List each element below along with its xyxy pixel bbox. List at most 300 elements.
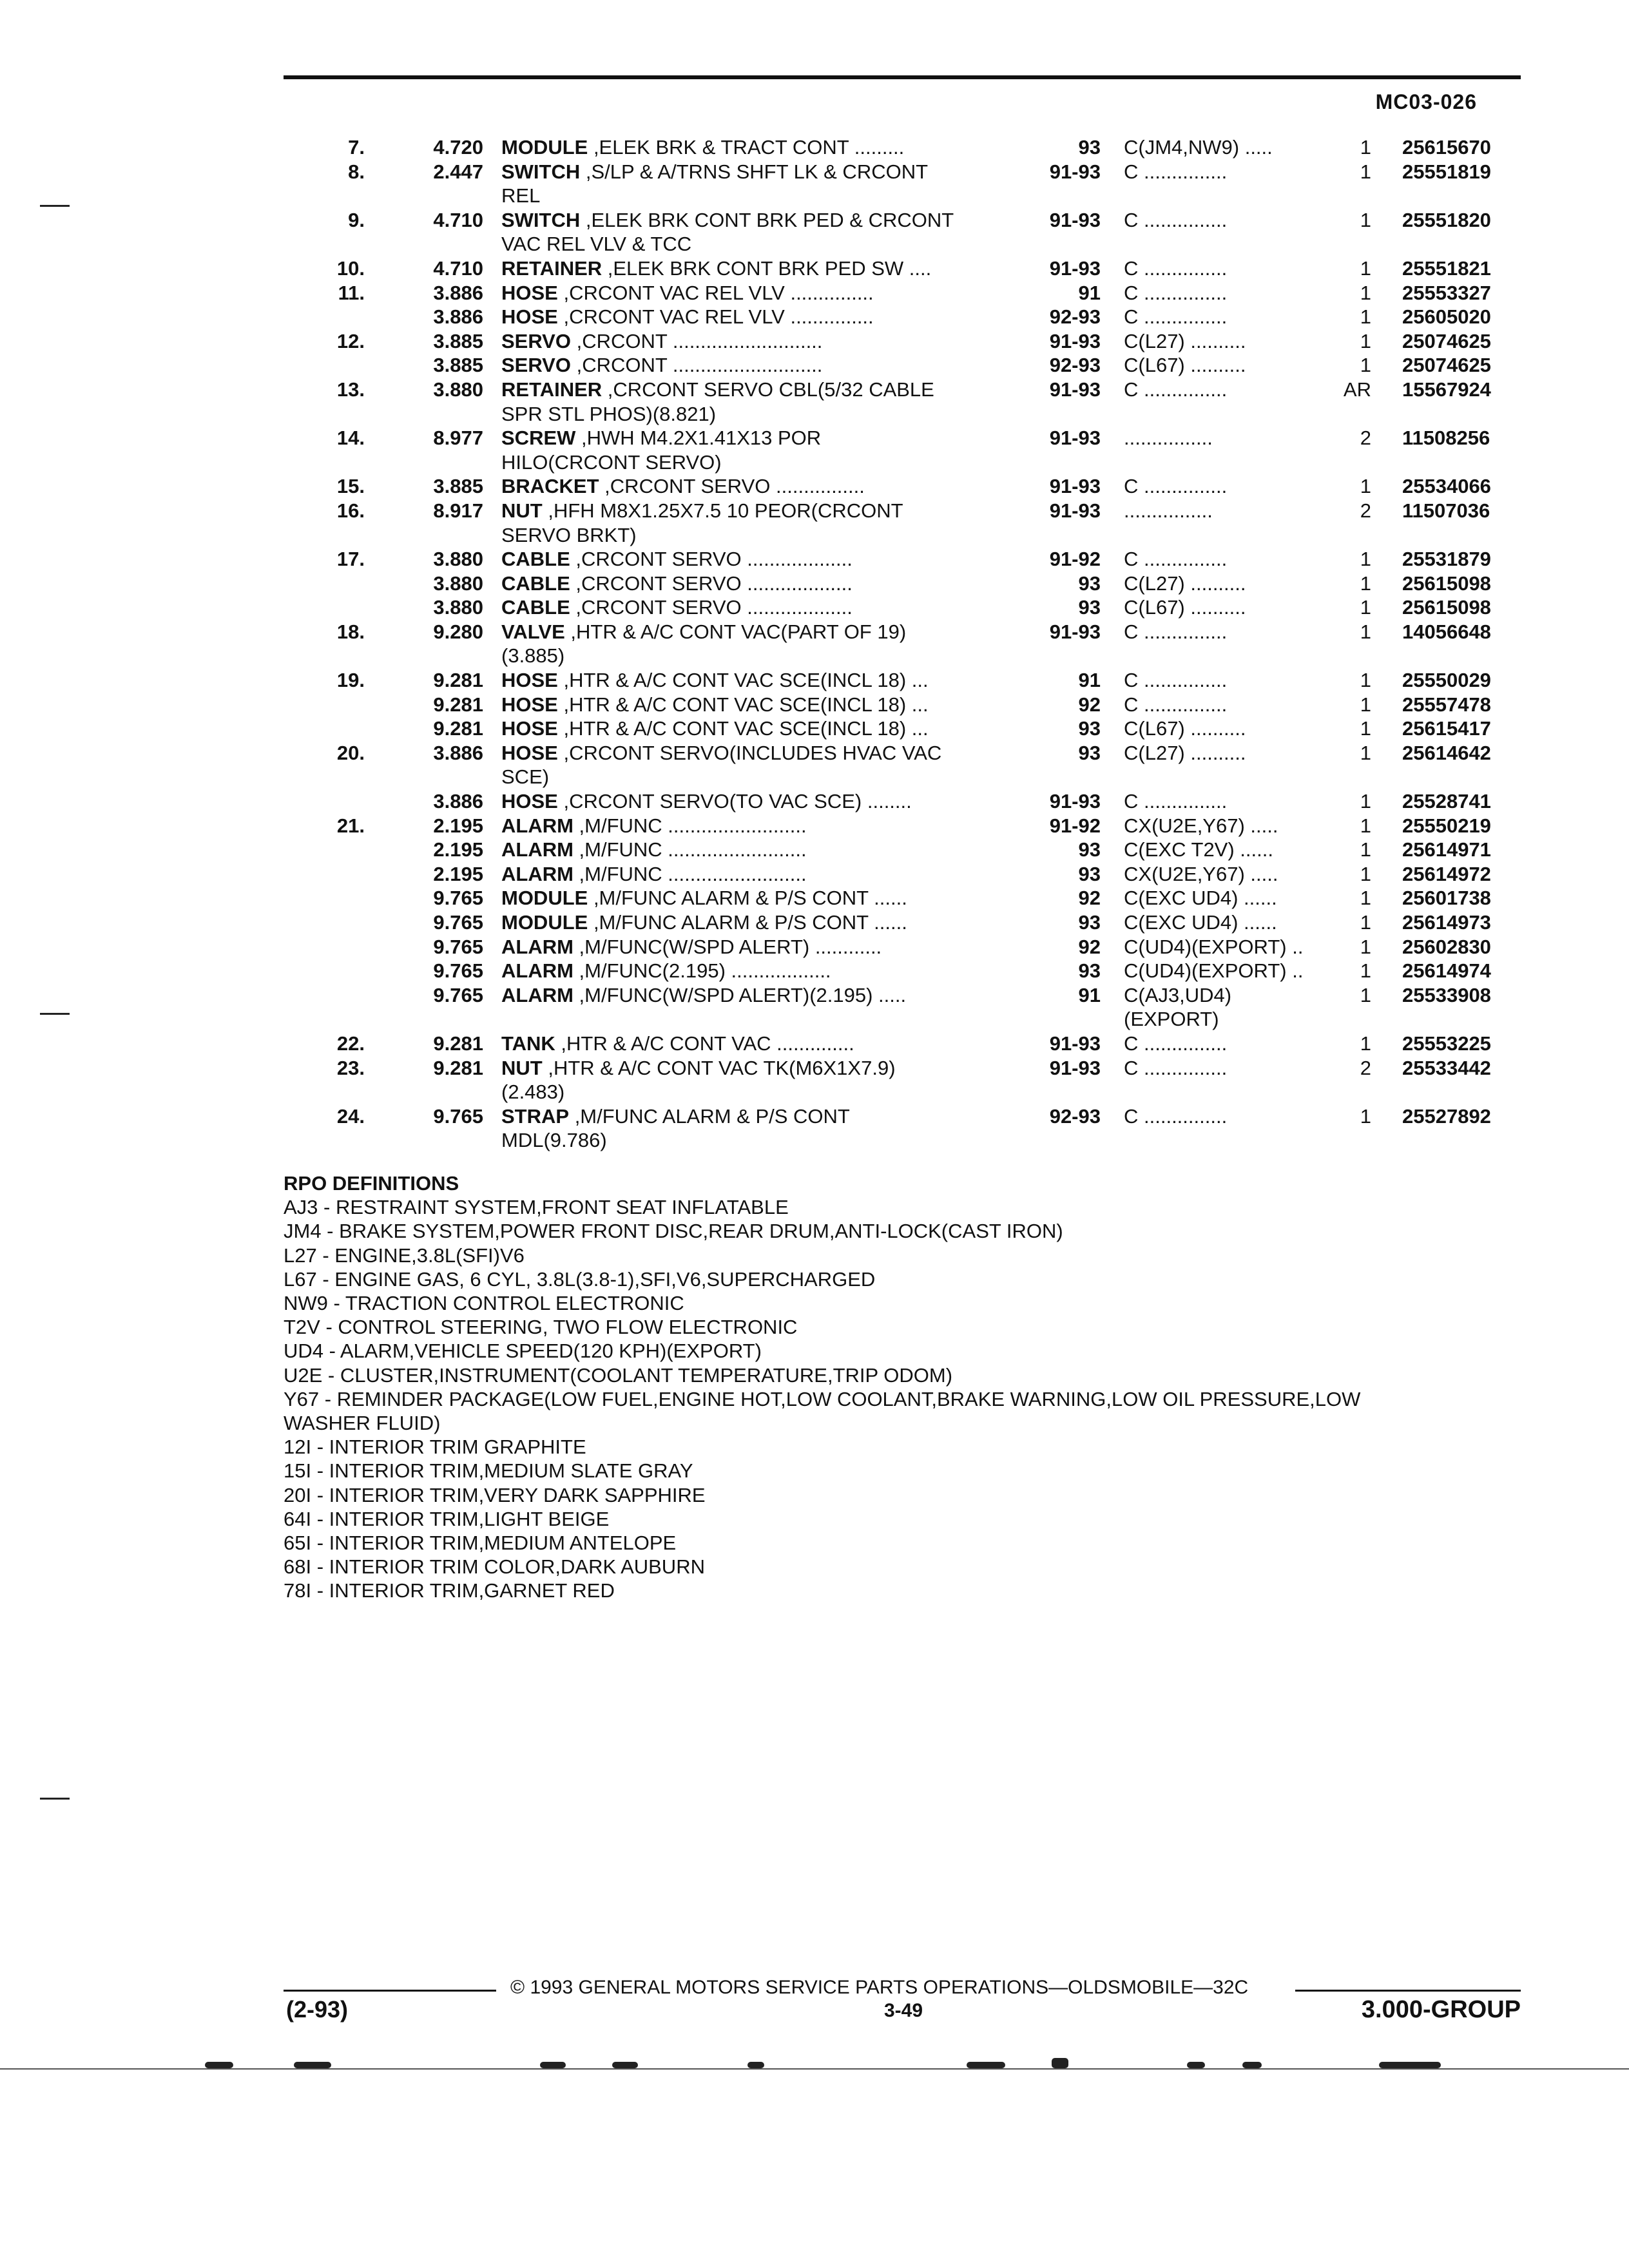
group-number-cell: 9.281 [433, 1032, 483, 1055]
model-years: 93 [1078, 596, 1101, 619]
part-name: HOSE [501, 741, 558, 764]
rpo-definition: UD4 - ALARM,VEHICLE SPEED(120 KPH)(EXPORT) [284, 1340, 762, 1363]
model-years: 93 [1078, 862, 1101, 885]
usage-note: ................ [1124, 427, 1213, 450]
table-row [0, 693, 1629, 717]
quantity: 1 [1360, 1104, 1371, 1128]
model-years: 91-93 [1049, 475, 1101, 498]
usage-note: C(L67) .......... [1124, 354, 1246, 377]
item-number: 11. [338, 281, 365, 304]
quantity: 1 [1360, 548, 1371, 571]
quantity: 1 [1360, 208, 1371, 231]
rpo-title: RPO DEFINITIONS [284, 1172, 459, 1195]
part-detail: ,HTR & A/C CONT VAC SCE(INCL 18) ... [557, 669, 929, 692]
usage-note: C(L27) .......... [1124, 329, 1246, 352]
part-number: 25533442 [1402, 1056, 1491, 1079]
item-number: 10. [336, 256, 365, 280]
part-detail: ,HTR & A/C CONT VAC SCE(INCL 18) ... [557, 693, 929, 716]
part-detail: ,CRCONT SERVO ................... [570, 572, 853, 595]
model-years: 92 [1078, 935, 1101, 958]
table-row [0, 910, 1629, 935]
group-number-cell: 3.880 [433, 572, 483, 595]
rpo-definition: NW9 - TRACTION CONTROL ELECTRONIC [284, 1292, 684, 1315]
rpo-definition: Y67 - REMINDER PACKAGE(LOW FUEL,ENGINE HOT,LOW COOLANT,BRAKE WARNING,LOW OIL PRESSURE,LOW [284, 1387, 1361, 1410]
part-description [501, 862, 1023, 887]
table-row [0, 838, 1629, 862]
model-years: 93 [1078, 741, 1101, 764]
part-description [501, 184, 1023, 208]
table-row [0, 184, 1629, 208]
part-description [501, 693, 1023, 717]
margin-mark [40, 1013, 70, 1015]
part-detail: ,M/FUNC ......................... [573, 814, 807, 837]
part-name: STRAP [501, 1104, 570, 1128]
usage-note: C ............... [1124, 1104, 1228, 1128]
part-description [501, 983, 1023, 1008]
quantity: 1 [1360, 620, 1371, 643]
model-years: 93 [1078, 136, 1101, 159]
quantity: 1 [1360, 959, 1371, 983]
usage-note: (EXPORT) [1124, 1008, 1219, 1031]
part-description [501, 378, 1023, 402]
quantity: 1 [1360, 305, 1371, 329]
quantity: 1 [1360, 256, 1371, 280]
table-row [0, 135, 1629, 160]
model-years: 91-93 [1049, 499, 1101, 522]
table-row [0, 741, 1629, 765]
part-description [501, 232, 1023, 256]
rpo-definition: AJ3 - RESTRAINT SYSTEM,FRONT SEAT INFLATABLE [284, 1196, 789, 1219]
part-detail: ,M/FUNC(W/SPD ALERT) ............ [573, 935, 882, 958]
group-number-cell: 3.885 [433, 475, 483, 498]
model-years: 92-93 [1049, 305, 1101, 329]
usage-note: C(EXC T2V) ...... [1124, 838, 1273, 861]
scan-artifact [967, 2062, 1005, 2068]
part-description [501, 572, 1023, 596]
part-description [501, 886, 1023, 910]
model-years: 93 [1078, 911, 1101, 934]
group-number-cell: 4.710 [433, 256, 483, 280]
table-row [0, 644, 1629, 668]
rpo-definition: 65I - INTERIOR TRIM,MEDIUM ANTELOPE [284, 1532, 677, 1555]
table-row [0, 256, 1629, 281]
quantity: 1 [1360, 911, 1371, 934]
item-number: 19. [336, 669, 365, 692]
part-name: HOSE [501, 790, 558, 813]
table-row [0, 378, 1629, 402]
quantity: 1 [1360, 741, 1371, 764]
table-row [0, 789, 1629, 814]
group-number-cell: 3.880 [433, 596, 483, 619]
usage-note: C(L27) .......... [1124, 572, 1246, 595]
part-description [501, 547, 1023, 572]
model-years: 91-93 [1049, 378, 1101, 401]
part-detail: ,ELEK BRK CONT BRK PED & CRCONT [580, 208, 954, 231]
usage-note: C ............... [1124, 475, 1228, 498]
usage-note: ................ [1124, 499, 1213, 522]
group-number-cell: 9.765 [433, 887, 483, 910]
group-number-cell: 3.880 [433, 548, 483, 571]
part-detail: ,CRCONT SERVO(INCLUDES HVAC VAC [557, 741, 942, 764]
table-row [0, 1080, 1629, 1104]
model-years: 91-93 [1049, 790, 1101, 813]
part-description [501, 1104, 1023, 1129]
part-name: NUT [501, 499, 543, 522]
table-row [0, 959, 1629, 983]
item-number: 7. [348, 136, 365, 159]
table-row [0, 814, 1629, 838]
group-number-cell: 2.195 [433, 814, 483, 837]
part-name: ALARM [501, 838, 574, 861]
model-years: 91-92 [1049, 814, 1101, 837]
quantity: 1 [1360, 354, 1371, 377]
part-description [501, 789, 1023, 814]
part-detail: ,HFH M8X1.25X7.5 10 PEOR(CRCONT [542, 499, 903, 522]
part-description [501, 499, 1023, 523]
part-detail: VAC REL VLV & TCC [501, 233, 692, 256]
model-years: 91-92 [1049, 548, 1101, 571]
part-detail: REL [501, 184, 541, 207]
part-name: MODULE [501, 911, 588, 934]
table-row [0, 765, 1629, 789]
part-detail: ,S/LP & A/TRNS SHFT LK & CRCONT [580, 160, 929, 183]
quantity: 2 [1360, 499, 1371, 522]
part-name: HOSE [501, 717, 558, 740]
parts-table [0, 135, 1629, 1153]
quantity: 1 [1360, 887, 1371, 910]
part-number: 25614642 [1402, 741, 1491, 764]
part-number: 25614973 [1402, 911, 1491, 934]
margin-mark [40, 1798, 70, 1800]
usage-note: C ............... [1124, 208, 1228, 231]
part-detail: ,HTR & A/C CONT VAC TK(M6X1X7.9) [542, 1056, 896, 1079]
usage-note: C ............... [1124, 548, 1228, 571]
part-detail: ,M/FUNC ALARM & P/S CONT ...... [588, 911, 907, 934]
item-number: 15. [336, 475, 365, 498]
usage-note: CX(U2E,Y67) ..... [1124, 814, 1278, 837]
part-description [501, 838, 1023, 862]
part-name: VALVE [501, 620, 565, 643]
model-years: 92-93 [1049, 354, 1101, 377]
part-detail: ,M/FUNC(W/SPD ALERT)(2.195) ..... [573, 983, 907, 1006]
table-row [0, 983, 1629, 1008]
part-detail: SCE) [501, 765, 550, 789]
part-description [501, 1032, 1023, 1056]
table-row [0, 160, 1629, 184]
quantity: 1 [1360, 475, 1371, 498]
margin-mark [40, 205, 70, 207]
part-name: CABLE [501, 596, 570, 619]
part-description [501, 135, 1023, 160]
rpo-definition: U2E - CLUSTER,INSTRUMENT(COOLANT TEMPERATURE,TRIP ODOM) [284, 1363, 953, 1387]
part-detail: ,M/FUNC ALARM & P/S CONT [569, 1104, 850, 1128]
table-row [0, 499, 1629, 523]
part-detail: SERVO BRKT) [501, 523, 637, 546]
part-number: 25602830 [1402, 935, 1491, 958]
footer-rule-left [284, 1990, 496, 1992]
part-description [501, 668, 1023, 693]
scan-artifact [205, 2062, 233, 2068]
group-number-cell: 9.765 [433, 1104, 483, 1128]
part-description [501, 160, 1023, 184]
item-number: 18. [336, 620, 365, 643]
scan-artifact [1242, 2062, 1262, 2068]
rpo-definition: L27 - ENGINE,3.8L(SFI)V6 [284, 1244, 525, 1267]
part-name: HOSE [501, 305, 558, 329]
table-row [0, 935, 1629, 959]
part-detail: ,CRCONT SERVO CBL(5/32 CABLE [602, 378, 934, 401]
table-row [0, 620, 1629, 644]
usage-note: C ............... [1124, 1056, 1228, 1079]
item-number: 21. [336, 814, 365, 837]
top-rule [284, 75, 1521, 79]
item-number: 14. [336, 427, 365, 450]
part-name: ALARM [501, 814, 574, 837]
group-number-cell: 9.281 [433, 669, 483, 692]
scan-edge-line [0, 2068, 1629, 2070]
part-description [501, 208, 1023, 233]
rpo-definition: 64I - INTERIOR TRIM,LIGHT BEIGE [284, 1507, 610, 1530]
usage-note: C ............... [1124, 256, 1228, 280]
usage-note: C(EXC UD4) ...... [1124, 911, 1277, 934]
item-number: 17. [336, 548, 365, 571]
part-description [501, 814, 1023, 838]
part-description [501, 256, 1023, 281]
table-row [0, 474, 1629, 499]
part-number: 25615098 [1402, 596, 1491, 619]
part-detail: (2.483) [501, 1081, 565, 1104]
part-number: 25601738 [1402, 887, 1491, 910]
usage-note: C(L27) .......... [1124, 741, 1246, 764]
part-name: NUT [501, 1056, 543, 1079]
table-row [0, 232, 1629, 256]
part-name: MODULE [501, 136, 588, 159]
quantity: 1 [1360, 790, 1371, 813]
table-row [0, 572, 1629, 596]
quantity: 1 [1360, 717, 1371, 740]
part-detail: ,M/FUNC(2.195) .................. [573, 959, 831, 983]
item-number: 12. [336, 329, 365, 352]
part-name: BRACKET [501, 475, 599, 498]
revision-date: (2-93) [286, 1996, 349, 2023]
table-row [0, 1032, 1629, 1056]
part-number: 25614971 [1402, 838, 1491, 861]
part-detail: ,CRCONT SERVO(TO VAC SCE) ........ [557, 790, 912, 813]
group-number-cell: 2.195 [433, 838, 483, 861]
model-years: 92 [1078, 887, 1101, 910]
part-number: 25553225 [1402, 1032, 1491, 1055]
quantity: 1 [1360, 596, 1371, 619]
quantity: 1 [1360, 572, 1371, 595]
part-description [501, 329, 1023, 354]
part-number: 25074625 [1402, 354, 1491, 377]
scan-artifact [294, 2062, 331, 2068]
table-row [0, 208, 1629, 233]
usage-note: C ............... [1124, 669, 1228, 692]
part-description [501, 716, 1023, 741]
usage-note: C ............... [1124, 790, 1228, 813]
model-years: 91-93 [1049, 256, 1101, 280]
part-name: SCREW [501, 427, 576, 450]
part-name: SWITCH [501, 160, 581, 183]
part-number: 25615417 [1402, 717, 1491, 740]
table-row [0, 305, 1629, 329]
part-detail: (3.885) [501, 644, 565, 668]
usage-note: C(EXC UD4) ...... [1124, 887, 1277, 910]
part-number: 11508256 [1402, 427, 1490, 450]
usage-note: C ............... [1124, 378, 1228, 401]
part-number: 11507036 [1402, 499, 1490, 522]
table-row [0, 329, 1629, 354]
part-name: ALARM [501, 935, 574, 958]
part-name: MODULE [501, 887, 588, 910]
usage-note: C(L67) .......... [1124, 596, 1246, 619]
table-row [0, 523, 1629, 548]
part-description [501, 1056, 1023, 1081]
part-number: 25551819 [1402, 160, 1491, 183]
part-description [501, 741, 1023, 765]
group-number-cell: 4.710 [433, 208, 483, 231]
scan-artifact [747, 2062, 764, 2068]
footer-rule-right [1295, 1990, 1521, 1992]
table-row [0, 281, 1629, 305]
part-description [501, 935, 1023, 959]
part-name: HOSE [501, 281, 558, 304]
part-description [501, 644, 1023, 668]
group-number-cell: 2.447 [433, 160, 483, 183]
model-years: 92-93 [1049, 1104, 1101, 1128]
scan-artifact [1379, 2062, 1441, 2068]
group-number-cell: 8.917 [433, 499, 483, 522]
table-row [0, 1128, 1629, 1153]
part-detail: MDL(9.786) [501, 1129, 607, 1152]
rpo-definition: 15I - INTERIOR TRIM,MEDIUM SLATE GRAY [284, 1459, 693, 1483]
quantity: 1 [1360, 693, 1371, 716]
part-name: ALARM [501, 862, 574, 885]
part-description [501, 523, 1023, 548]
part-detail: HILO(CRCONT SERVO) [501, 450, 722, 474]
part-number: 25534066 [1402, 475, 1491, 498]
part-number: 25550029 [1402, 669, 1491, 692]
part-name: RETAINER [501, 378, 602, 401]
part-name: CABLE [501, 548, 570, 571]
table-row [0, 353, 1629, 378]
part-description [501, 620, 1023, 644]
scan-artifact [1187, 2062, 1205, 2068]
rpo-list [284, 1195, 1521, 1602]
part-description [501, 1128, 1023, 1153]
table-row [0, 668, 1629, 693]
part-number: 25551821 [1402, 256, 1491, 280]
part-description [501, 910, 1023, 935]
group-number-cell: 3.886 [433, 305, 483, 329]
part-name: ALARM [501, 983, 574, 1006]
part-description [501, 281, 1023, 305]
item-number: 20. [336, 741, 365, 764]
quantity: 1 [1360, 1032, 1371, 1055]
item-number: 24. [336, 1104, 365, 1128]
quantity: 1 [1360, 814, 1371, 837]
table-row [0, 1104, 1629, 1129]
part-detail: ,HWH M4.2X1.41X13 POR [575, 427, 822, 450]
page-number: 3-49 [884, 2000, 923, 2021]
usage-note: C(UD4)(EXPORT) .. [1124, 935, 1304, 958]
part-detail: ,CRCONT VAC REL VLV ............... [557, 305, 874, 329]
part-detail: ,M/FUNC ALARM & P/S CONT ...... [588, 887, 907, 910]
usage-note: C(UD4)(EXPORT) .. [1124, 959, 1304, 983]
group-number-cell: 9.765 [433, 959, 483, 983]
model-years: 93 [1078, 572, 1101, 595]
part-number: 25605020 [1402, 305, 1491, 329]
quantity: 1 [1360, 838, 1371, 861]
scan-artifact [540, 2062, 566, 2068]
model-years: 91 [1078, 669, 1101, 692]
group-number-cell: 9.281 [433, 693, 483, 716]
part-number: 25527892 [1402, 1104, 1491, 1128]
item-number: 22. [336, 1032, 365, 1055]
model-years: 92 [1078, 693, 1101, 716]
model-years: 91-93 [1049, 208, 1101, 231]
item-number: 16. [336, 499, 365, 522]
item-number: 9. [348, 208, 365, 231]
item-number: 13. [336, 378, 365, 401]
part-name: ALARM [501, 959, 574, 983]
part-description [501, 402, 1023, 427]
group-number-cell: 3.886 [433, 790, 483, 813]
quantity: 1 [1360, 281, 1371, 304]
model-years: 91-93 [1049, 427, 1101, 450]
model-years: 93 [1078, 838, 1101, 861]
model-years: 91-93 [1049, 620, 1101, 643]
part-number: 25550219 [1402, 814, 1491, 837]
quantity: 1 [1360, 160, 1371, 183]
part-description [501, 1080, 1023, 1104]
part-detail: ,CRCONT ........................... [570, 329, 823, 352]
part-detail: ,M/FUNC ......................... [573, 838, 807, 861]
usage-note: CX(U2E,Y67) ..... [1124, 862, 1278, 885]
part-name: HOSE [501, 693, 558, 716]
part-detail: ,ELEK BRK CONT BRK PED SW .... [602, 256, 932, 280]
usage-note: C ............... [1124, 281, 1228, 304]
part-detail: ,ELEK BRK & TRACT CONT ......... [588, 136, 905, 159]
part-name: TANK [501, 1032, 555, 1055]
group-number-cell: 9.765 [433, 935, 483, 958]
usage-note: C ............... [1124, 160, 1228, 183]
part-description [501, 765, 1023, 789]
table-row [0, 1007, 1629, 1032]
table-row [0, 595, 1629, 620]
group-number-cell: 3.886 [433, 741, 483, 764]
model-years: 93 [1078, 717, 1101, 740]
rpo-definition: T2V - CONTROL STEERING, TWO FLOW ELECTRONIC [284, 1316, 798, 1339]
usage-note: C(AJ3,UD4) [1124, 983, 1232, 1006]
model-years: 93 [1078, 959, 1101, 983]
part-detail: ,CRCONT SERVO ................... [570, 548, 853, 571]
scan-artifact [612, 2062, 638, 2068]
table-row [0, 426, 1629, 450]
group-number-cell: 9.281 [433, 1056, 483, 1079]
model-years: 91 [1078, 281, 1101, 304]
part-number: 25551820 [1402, 208, 1491, 231]
part-number: 25557478 [1402, 693, 1491, 716]
part-description [501, 426, 1023, 450]
group-number: 3.000-GROUP [1361, 1996, 1521, 2023]
part-number: 15567924 [1402, 378, 1491, 401]
part-name: SWITCH [501, 208, 581, 231]
part-description [501, 959, 1023, 983]
part-detail: SPR STL PHOS)(8.821) [501, 402, 717, 425]
part-description [501, 474, 1023, 499]
